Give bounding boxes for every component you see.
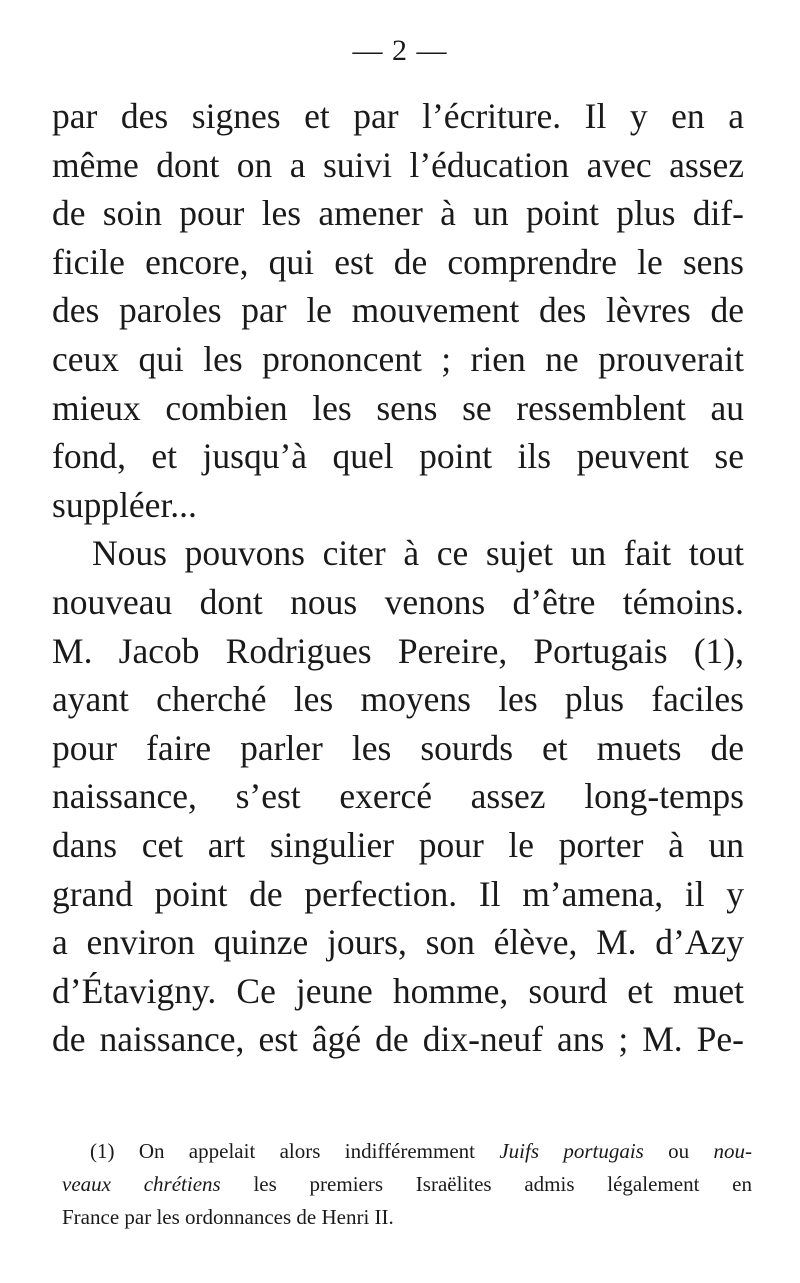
text-line: suppléer... <box>52 484 197 525</box>
text-line: dans cet art singulier pour le porter à un <box>52 824 744 865</box>
text-line: ficile encore, qui est de comprendre le sens <box>52 241 744 282</box>
footnote-italic-text: Juifs portugais <box>499 1139 644 1163</box>
footnote <box>62 1135 752 1234</box>
text-line: mieux combien les sens se ressemblent au <box>52 387 744 428</box>
text-line: pour faire parler les sourds et muets de <box>52 727 744 768</box>
text-line: ceux qui les prononcent ; rien ne prouverait <box>52 338 744 379</box>
text-line: naissance, s’est exercé assez long-temps <box>52 776 744 817</box>
text-line: Nous pouvons citer à ce sujet un fait tout <box>92 533 744 574</box>
text-line: grand point de perfection. Il m’amena, il y <box>52 873 744 914</box>
footnote-italic-text: veaux chrétiens <box>62 1172 221 1196</box>
text-line: d’Étavigny. Ce jeune homme, sourd et muet <box>52 970 744 1011</box>
text-line: ayant cherché les moyens les plus faciles <box>52 679 744 720</box>
footnote-line <box>62 1168 752 1201</box>
footnote-line: France par les ordonnances de Henri II. <box>62 1205 394 1229</box>
footnote-line <box>62 1135 752 1168</box>
text-line: par des signes et par l’écriture. Il y en a <box>52 96 744 136</box>
text-line: nouveau dont nous venons d’être témoins. <box>52 581 744 622</box>
page-number: — 2 — <box>352 34 448 67</box>
text-line: des paroles par le mouvement des lèvres de <box>52 290 744 331</box>
text-line: M. Jacob Rodrigues Pereire, Portugais (1), <box>52 630 744 671</box>
text-line: de naissance, est âgé de dix-neuf ans ; M. Pe- <box>52 1019 744 1060</box>
footnote-italic-text: nou- <box>713 1139 752 1163</box>
text-line: fond, et jusqu’à quel point ils peuvent se <box>52 436 744 477</box>
footnote-text: les premiers Israëlites admis légalement en <box>220 1172 752 1196</box>
footnote-text: (1) On appelait alors indifféremment <box>90 1139 500 1163</box>
text-line: a environ quinze jours, son élève, M. d’Azy <box>52 922 744 963</box>
body-text <box>52 92 744 1064</box>
text-line: de soin pour les amener à un point plus dif- <box>52 193 744 234</box>
footnote-text: ou <box>643 1139 714 1163</box>
text-line: même dont on a suivi l’éducation avec assez <box>52 144 744 185</box>
